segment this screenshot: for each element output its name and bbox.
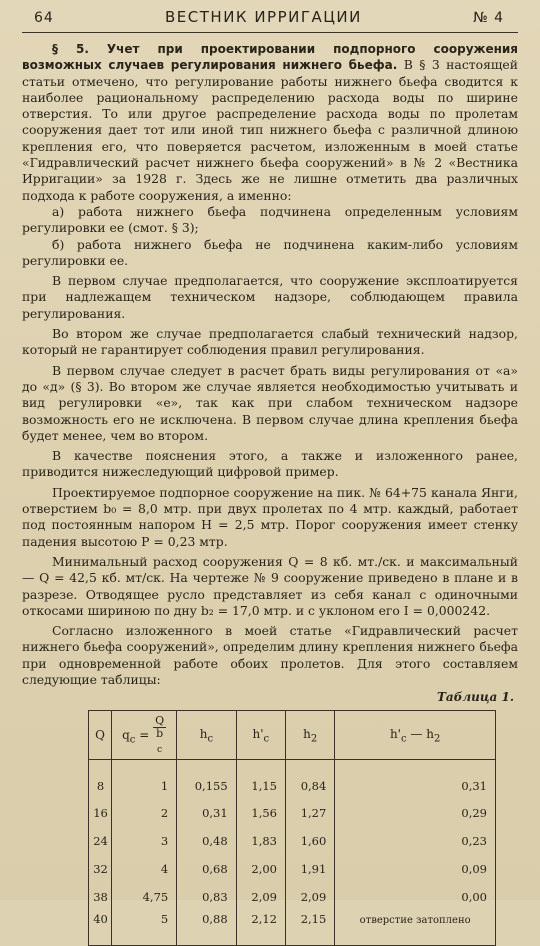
col-header-hc: $h_c$ xyxy=(177,711,236,760)
paragraph: Согласно изложенного в моей статье «Гидравлический расчет нижнего бьефа сооружений», определим длину крепления нижнего бьефа при одновременной работе обоих пролетов. Для этого составляем следующие таблицы: xyxy=(22,623,518,687)
table-row: 24 3 0,48 1,83 1,60 0,23 xyxy=(89,827,496,855)
issue-number: № 4 xyxy=(473,10,504,26)
table-row: 38 4,75 0,83 2,09 2,09 0,00 xyxy=(89,883,496,911)
table-header-row xyxy=(89,711,496,760)
paragraph-a: а) работа нижнего бьефа подчинена определенным условиям регулировки ее (смот. § 3); xyxy=(22,203,518,236)
table-row: 32 4 0,68 2,00 1,91 0,09 xyxy=(89,855,496,883)
paragraph-intro: § 5. Учет при проектировании подпорного сооружения возможных случаев регулирования нижнего бьефа. В § 3 настоящей статьи отмечено, что регулирование работы нижнего бьефа сводится к наиболее рациональному распределению расхода воды по ширине отверстия. То или другое распределение расхода воды по пролетам сооружения дает тот или иной тип нижнего бьефа с различной длиною крепления его, что поверяется расчетом, изложенным в моей статье «Гидравлический расчет нижнего бьефа сооружений» в № 2 «Вестника Ирригации» за 1928 г. Здесь же не лишне отметить два различных подхода к работе сооружения, а именно: xyxy=(22,42,518,203)
paragraph: В первом случае предполагается, что сооружение эксплоатируется при надлежащем техническом надзоре, соблюдающем правила регулирования. xyxy=(22,273,518,321)
paragraph: В первом случае следует в расчет брать виды регулирования от «а» до «д» (§ 3). Во втором же случае является необходимостью учитывать и вид регулировки «е», так как при слабом техническом надзоре возможность его не исключена. В первом случае длина крепления бьефа будет менее, чем во втором. xyxy=(22,362,518,443)
flooded-note: отверстие затоплено xyxy=(335,911,496,946)
table-row: 40 5 0,88 2,12 2,15 отверстие затоплено xyxy=(89,911,496,946)
table-body xyxy=(89,760,496,946)
journal-title: ВЕСТНИК ИРРИГАЦИИ xyxy=(165,8,362,26)
col-header-diff: $h'_c$ — $h_2$ xyxy=(335,711,496,760)
running-header xyxy=(22,8,518,30)
paragraph: В качестве пояснения этого, а также и изложенного ранее, приводится нижеследующий цифровой пример. xyxy=(22,448,518,480)
paragraph: Минимальный расход сооружения Q = 8 кб. мт./ск. и максимальный — Q = 42,5 кб. мт/ск. На чертеже № 9 сооружение приведено в плане и в разрезе. Отводящее русло представляет из себя канал с одиночными откосами шириною по дну b₂ = 17,0 мтр. и с уклоном его I = 0,000242. xyxy=(22,553,518,618)
table-row: 8 1 0,155 1,15 0,84 0,31 xyxy=(89,760,496,800)
article-body xyxy=(22,41,518,688)
col-header-qc: $q_c$ = Q b $_c$ xyxy=(112,711,177,760)
col-header-q: Q xyxy=(89,711,112,760)
header-rule xyxy=(22,32,518,33)
table-caption: Таблица 1. xyxy=(437,690,514,705)
paragraph: Проектируемое подпорное сооружение на пик. № 64+75 канала Янги, отверстием b₀ = 8,0 мтр. при двух пролетах по 4 мтр. каждый, работает под постоянным напором H = 2,5 мтр. Порог сооружения имеет стенку падения высотою P = 0,23 мтр. xyxy=(22,484,518,549)
paragraph-b: б) работа нижнего бьефа не подчинена каким-либо условиям регулировки ее. xyxy=(22,236,518,268)
col-header-h2: $h_2$ xyxy=(285,711,334,760)
col-header-hpc: $h'_c$ xyxy=(236,711,285,760)
table-row: 16 2 0,31 1,56 1,27 0,29 xyxy=(89,799,496,827)
data-table xyxy=(88,710,496,946)
paragraph: Во втором же случае предполагается слабый технический надзор, который не гарантирует соблюдения правил регулирования. xyxy=(22,326,518,358)
section-heading: § 5. Учет при проектировании подпорного сооружения возможных случаев регулирования нижнего бьефа. xyxy=(22,42,518,73)
page-number: 64 xyxy=(34,10,54,26)
